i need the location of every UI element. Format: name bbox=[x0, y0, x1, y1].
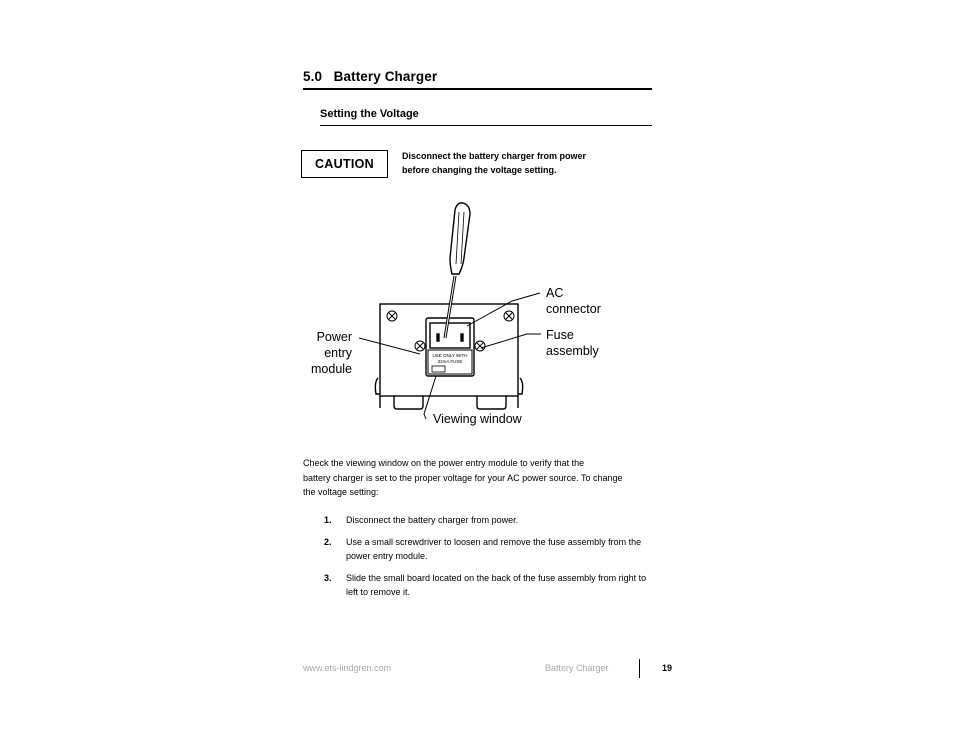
caution-message bbox=[402, 149, 632, 177]
fuse-label-line-2: 32mA FUSE bbox=[437, 359, 463, 364]
label-ac: AC bbox=[546, 286, 564, 300]
step-text: Disconnect the battery charger from power. bbox=[346, 515, 519, 525]
step-text: Slide the small board located on the back of the fuse assembly from right to left to remove it. bbox=[346, 573, 647, 597]
label-connector: connector bbox=[546, 302, 601, 316]
caution-badge bbox=[301, 150, 388, 178]
label-module: module bbox=[311, 362, 352, 376]
subsection-rule bbox=[320, 125, 652, 126]
body-line-3: the voltage setting: bbox=[303, 487, 379, 497]
label-fuse: Fuse bbox=[546, 328, 574, 342]
steps-list bbox=[303, 513, 655, 607]
subsection-title: Setting the Voltage bbox=[320, 108, 419, 120]
step-item bbox=[303, 513, 655, 527]
power-entry-module bbox=[426, 318, 474, 376]
footer-section: Battery Charger bbox=[545, 663, 609, 673]
footer-divider bbox=[639, 659, 640, 678]
step-number: 3. bbox=[324, 573, 332, 583]
step-number: 2. bbox=[324, 537, 332, 547]
body-line-2: battery charger is set to the proper voltage for your AC power source. To change bbox=[303, 472, 623, 483]
label-viewing-window: Viewing window bbox=[433, 412, 522, 426]
section-title bbox=[303, 69, 437, 84]
chassis-screws bbox=[387, 311, 514, 351]
page-number: 19 bbox=[662, 663, 673, 673]
section-title-text: Battery Charger bbox=[333, 69, 438, 84]
caution-label: CAUTION bbox=[314, 157, 375, 171]
body-line-1: Check the viewing window on the power entry module to verify that the bbox=[303, 458, 585, 468]
section-rule bbox=[303, 88, 652, 90]
step-item bbox=[303, 535, 655, 563]
caution-line-2: before changing the voltage setting. bbox=[402, 165, 557, 175]
section-number: 5.0 bbox=[303, 69, 323, 84]
label-entry: entry bbox=[324, 346, 352, 360]
charger-figure bbox=[300, 198, 620, 433]
footer-website: www.ets-lindgren.com bbox=[303, 663, 392, 673]
step-item bbox=[303, 571, 655, 599]
body-paragraph bbox=[303, 456, 655, 500]
label-assembly: assembly bbox=[546, 344, 599, 358]
fuse-label-line-1: USE ONLY WITH bbox=[432, 353, 468, 358]
step-text: Use a small screwdriver to loosen and remove the fuse assembly from the power entry module. bbox=[346, 537, 642, 561]
step-number: 1. bbox=[324, 515, 332, 525]
caution-line-1: Disconnect the battery charger from power bbox=[402, 151, 587, 161]
label-power: Power bbox=[316, 330, 352, 344]
